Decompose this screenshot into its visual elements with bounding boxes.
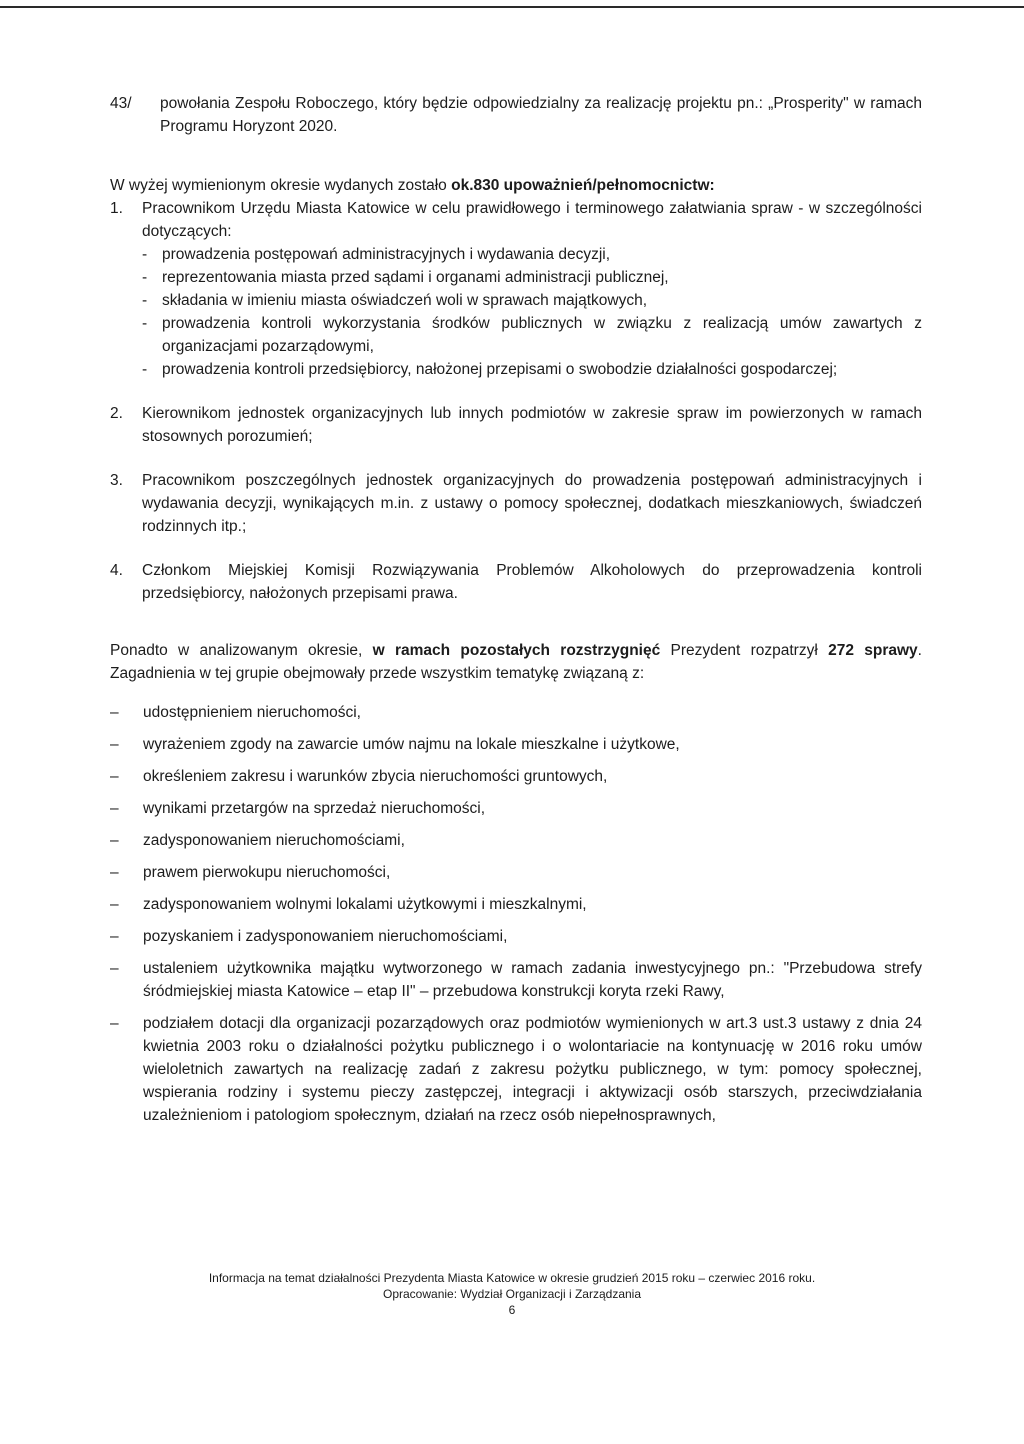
intro-text: W wyżej wymienionym okresie wydanych zostało: [110, 177, 452, 194]
topic-text: wynikami przetargów na sprzedaż nieruchomości,: [143, 799, 486, 817]
para-text: Ponadto w analizowanym okresie,: [110, 642, 373, 659]
topic-text: ustaleniem użytkownika majątku wytworzonego w ramach zadania inwestycyjnego pn.: "Przebudowa strefy śródmiejskiej miasta Katowice – etap II" – przebudowa konstrukcji koryta rzeki Rawy,: [143, 959, 922, 1000]
page-number: 6: [508, 1303, 516, 1317]
sub-text: reprezentowania miasta przed sądami i organami administracji publicznej,: [162, 269, 669, 286]
topic-item: [110, 957, 922, 1003]
list-item: [110, 197, 922, 381]
list-number: 4.: [110, 562, 123, 579]
intro-bold: ok.830 upoważnień/pełnomocnictw:: [451, 177, 715, 194]
sub-text: składania w imieniu miasta oświadczeń woli w sprawach majątkowych,: [162, 292, 648, 309]
topic-dash: –: [110, 831, 119, 849]
topic-dash: –: [110, 863, 119, 881]
topics-list: [110, 701, 922, 1127]
topic-text: pozyskaniem i zadysponowaniem nieruchomościami,: [143, 927, 508, 945]
authorizations-list: [110, 197, 922, 605]
sub-text: prowadzenia kontroli przedsiębiorcy, nałożonej przepisami o swobodzie działalności gospodarczej;: [162, 361, 838, 378]
list-text: Członkom Miejskiej Komisji Rozwiązywania Problemów Alkoholowych do przeprowadzenia kontroli przedsiębiorcy, nałożonych przepisami prawa.: [142, 562, 922, 602]
sub-dash: -: [142, 361, 148, 378]
topic-item: [110, 829, 922, 852]
sub-dash: -: [142, 246, 148, 263]
footer-author: Opracowanie: Wydział Organizacji i Zarządzania: [383, 1287, 641, 1301]
para-bold: w ramach pozostałych rozstrzygnięć: [372, 642, 661, 659]
footer-title: Informacja na temat działalności Prezydenta Miasta Katowice w okresie grudzień 2015 roku – czerwiec 2016 roku.: [208, 1271, 816, 1285]
sub-dash: -: [142, 315, 148, 332]
list-item: [110, 402, 922, 448]
topic-text: wyrażeniem zgody na zawarcie umów najmu na lokale mieszkalne i użytkowe,: [143, 735, 680, 753]
list-item: [110, 469, 922, 538]
sub-dash: -: [142, 269, 148, 286]
topic-item: [110, 797, 922, 820]
topic-text: zadysponowaniem wolnymi lokalami użytkowymi i mieszkalnymi,: [143, 895, 587, 913]
sub-text: prowadzenia kontroli wykorzystania środków publicznych w związku z realizacją umów zawartych z organizacjami pozarządowymi,: [162, 315, 922, 355]
sub-item: [142, 266, 922, 289]
other-decisions-paragraph: [110, 639, 922, 685]
case-count: 272 sprawy: [828, 642, 918, 659]
topic-dash: –: [110, 735, 119, 753]
sub-item: [142, 312, 922, 358]
item-43: [110, 92, 922, 138]
scan-top-edge: [0, 6, 1024, 8]
sub-item: [142, 358, 922, 381]
topic-item: [110, 925, 922, 948]
page-footer: [0, 1270, 1024, 1318]
topic-dash: –: [110, 703, 119, 721]
topic-dash: –: [110, 799, 119, 817]
sub-item: [142, 289, 922, 312]
list-text: Pracownikom Urzędu Miasta Katowice w celu prawidłowego i terminowego załatwiania spraw - w szczególności dotyczących:: [142, 200, 922, 240]
para-text: . Zagadnienia w tej grupie obejmowały przede wszystkim tematykę związaną z:: [110, 642, 922, 682]
list-number: 3.: [110, 472, 123, 489]
topic-text: określeniem zakresu i warunków zbycia nieruchomości gruntowych,: [143, 767, 608, 785]
topic-dash: –: [110, 1014, 119, 1032]
topic-text: podziałem dotacji dla organizacji pozarządowych oraz podmiotów wymienionych w art.3 ust.3 ustawy z dnia 24 kwietnia 2003 roku o działalności pożytku publicznego i o wolontariacie na kontynuację w 2016 roku umów wieloletnich zawartych na realizację zadań z zakresu pożytku publicznego, w tym: pomocy społecznej, wspierania rodziny i systemu pieczy zastępczej, integracji i aktywizacji osób starszych, przeciwdziałania uzależnieniom i patologiom społecznym, działań na rzecz osób niepełnosprawnych,: [143, 1014, 922, 1124]
list-number: 2.: [110, 405, 123, 422]
list-text: Kierownikom jednostek organizacyjnych lub innych podmiotów w zakresie spraw im powierzonych w ramach stosownych porozumień;: [142, 405, 922, 445]
topic-dash: –: [110, 767, 119, 785]
list-text: Pracownikom poszczególnych jednostek organizacyjnych do prowadzenia postępowań administracyjnych i wydawania decyzji, wynikających m.in. z ustawy o pomocy społecznej, dodatkach mieszkaniowych, świadczeń rodzinnych itp.;: [142, 472, 922, 535]
topic-dash: –: [110, 927, 119, 945]
sub-dash: -: [142, 292, 148, 309]
topic-text: udostępnieniem nieruchomości,: [143, 703, 361, 721]
sub-item: [142, 243, 922, 266]
topic-item: [110, 701, 922, 724]
topic-item: [110, 1012, 922, 1127]
topic-dash: –: [110, 959, 119, 977]
sub-text: prowadzenia postępowań administracyjnych i wydawania decyzji,: [162, 246, 611, 263]
document-page: [110, 92, 922, 1136]
topic-item: [110, 733, 922, 756]
topic-dash: –: [110, 895, 119, 913]
authorizations-intro: [110, 174, 922, 197]
list-number: 1.: [110, 200, 123, 217]
topic-text: zadysponowaniem nieruchomościami,: [143, 831, 405, 849]
para-text: Prezydent rozpatrzył: [660, 642, 829, 659]
list-item: [110, 559, 922, 605]
topic-item: [110, 765, 922, 788]
item-number: 43/: [110, 95, 132, 112]
topic-item: [110, 893, 922, 916]
topic-text: prawem pierwokupu nieruchomości,: [143, 863, 391, 881]
item-text: powołania Zespołu Roboczego, który będzie odpowiedzialny za realizację projektu pn.: „Prosperity" w ramach Programu Horyzont 2020.: [160, 95, 922, 135]
sub-list: [142, 243, 922, 381]
topic-item: [110, 861, 922, 884]
